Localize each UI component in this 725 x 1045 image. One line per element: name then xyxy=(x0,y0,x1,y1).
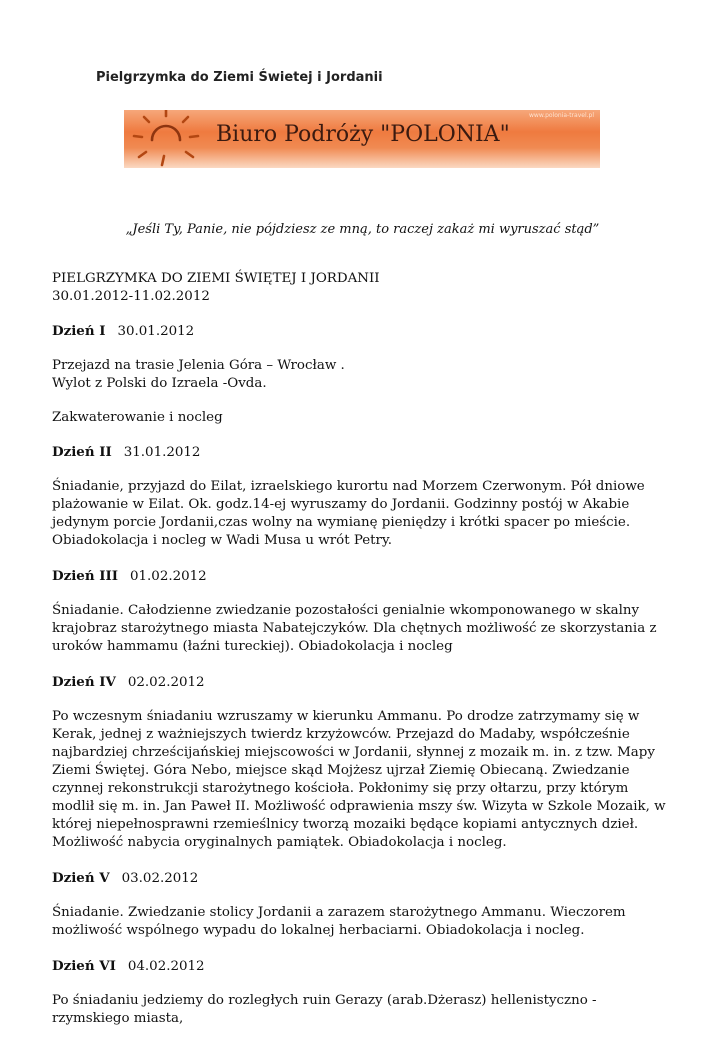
day-date: 30.01.2012 xyxy=(117,324,195,339)
day-heading xyxy=(52,869,674,888)
motto: „Jeśli Ty, Panie, nie pójdziesz ze mną, to raczej zakaż mi wyruszać stąd” xyxy=(125,222,600,237)
day-date: 02.02.2012 xyxy=(127,675,205,690)
day-label: Dzień V xyxy=(52,870,110,886)
heading-line-1: PIELGRZYMKA DO ZIEMI ŚWIĘTEJ I JORDANII xyxy=(52,271,380,286)
heading-block xyxy=(52,270,674,306)
day-heading xyxy=(52,673,674,692)
day-date: 03.02.2012 xyxy=(121,871,199,886)
day-label: Dzień III xyxy=(52,568,119,584)
day-date: 04.02.2012 xyxy=(127,959,205,974)
day3-text: Śniadanie. Całodzienne zwiedzanie pozostałości genialnie wkomponowanego w skalny krajobraz starożytnego miasta Nabatejczyków. Dla chętnych możliwość ze skorzystania z uroków hammamu (łaźni tureckiej). Obiadokolacja i nocleg xyxy=(52,603,657,654)
heading-line-2: 30.01.2012-11.02.2012 xyxy=(52,289,210,304)
day-label: Dzień VI xyxy=(52,958,116,974)
day6-text: Po śniadaniu jedziemy do rozległych ruin Gerazy (arab.Dżerasz) hellenistyczno - rzymskiego miasta, xyxy=(52,993,597,1026)
day2-text: Śniadanie, przyjazd do Eilat, izraelskiego kurortu nad Morzem Czerwonym. Pół dniowe plażowanie w Eilat. Ok. godz.14-ej wyruszamy do Jordanii. Godzinny postój w Akabie jedynym porcie Jordanii,czas wolny na wymianę pieniędzy i krótki spacer po mieście. Obiadokolacja i nocleg w Wadi Musa u wrót Petry. xyxy=(52,479,645,548)
day-heading xyxy=(52,443,674,462)
day-heading xyxy=(52,322,674,341)
sun-logo-icon xyxy=(124,110,204,168)
day-label: Dzień IV xyxy=(52,674,116,690)
day-heading xyxy=(52,957,674,976)
day1-text xyxy=(52,357,674,393)
day1-line-3: Zakwaterowanie i nocleg xyxy=(52,410,223,425)
document-title: Pielgrzymka do Ziemi Świetej i Jordanii xyxy=(96,70,383,85)
day-date: 01.02.2012 xyxy=(130,569,207,584)
day1-line-2: Wylot z Polski do Izraela -Ovda. xyxy=(52,376,267,391)
day-heading xyxy=(52,567,674,586)
document-body xyxy=(52,270,674,1045)
banner-text: Biuro Podróży "POLONIA" xyxy=(216,122,510,147)
day4-text: Po wczesnym śniadaniu wzruszamy w kierunku Ammanu. Po drodze zatrzymamy się w Kerak, jednej z ważniejszych twierdz krzyżowców. Przejazd do Madaby, współcześnie najbardziej chrześcijańskiej miejscowości w Jordanii, słynnej z mozaik m. in. z tzw. Mapy Ziemi Świętej. Góra Nebo, miejsce skąd Mojżesz ujrzał Ziemię Obiecaną. Zwiedzanie czynnej rekonstrukcji starożytnego kościoła. Pokłonimy się przy ołtarzu, przy którym modlił się m. in. Jan Paweł II. Możliwość odprawienia mszy św. Wizyta w Szkole Mozaik, w której niepełnosprawni rzemieślnicy tworzą mozaiki będące kopiami antycznych dzieł. Możliwość nabycia oryginalnych pamiątek. Obiadokolacja i nocleg. xyxy=(52,709,666,850)
day5-text: Śniadanie. Zwiedzanie stolicy Jordanii a zarazem starożytnego Ammanu. Wieczorem możliwość wspólnego wypadu do lokalnej herbaciarni. Obiadokolacja i nocleg. xyxy=(52,905,626,938)
banner-url: www.polonia-travel.pl xyxy=(529,112,594,119)
day-label: Dzień I xyxy=(52,323,106,339)
day1-line-1: Przejazd na trasie Jelenia Góra – Wrocław . xyxy=(52,358,345,373)
day-date: 31.01.2012 xyxy=(123,445,201,460)
company-banner xyxy=(124,110,600,168)
day-label: Dzień II xyxy=(52,444,112,460)
